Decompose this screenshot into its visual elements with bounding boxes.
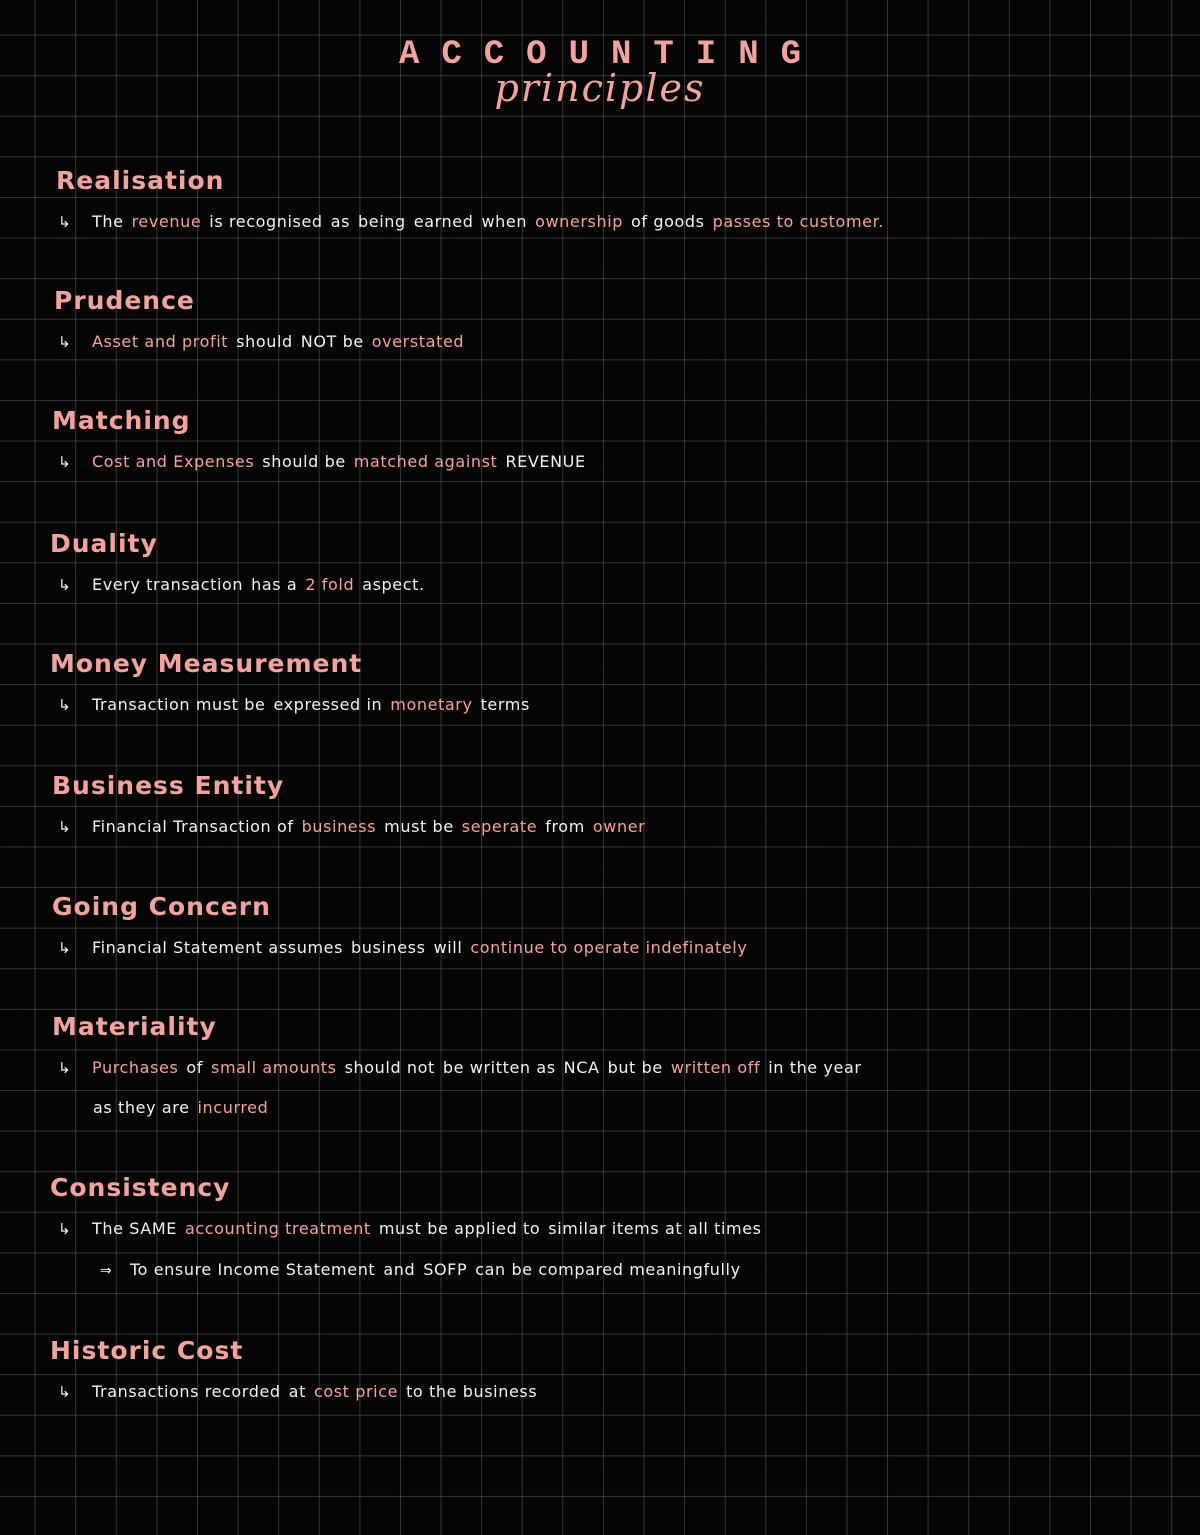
section-line [58, 938, 755, 957]
body-text: Financial Transaction of [92, 817, 294, 836]
section-line [58, 332, 472, 351]
page-subtitle: principles [494, 66, 706, 110]
highlight-text: cost price [313, 1382, 399, 1401]
body-text: must be [384, 817, 454, 836]
highlight-text: 2 fold [305, 575, 355, 594]
highlight-text: matched against [353, 452, 498, 471]
section-line [58, 575, 433, 594]
body-text: has a [251, 575, 298, 594]
highlight-text: monetary [390, 695, 473, 714]
section-heading: Materiality [52, 1012, 217, 1041]
section-line [58, 452, 594, 471]
body-text: should not [344, 1058, 435, 1077]
highlight-text: written off [670, 1058, 761, 1077]
highlight-text: Asset and profit [92, 332, 229, 351]
highlight-text: passes to customer. [712, 212, 884, 231]
body-text: as they are [93, 1098, 190, 1117]
section-heading: Historic Cost [50, 1336, 244, 1365]
return-arrow-icon: ↳ [58, 696, 72, 714]
body-text: will [433, 938, 463, 957]
body-text: The [92, 212, 124, 231]
section-line [58, 1058, 870, 1077]
body-text: should be [262, 452, 346, 471]
body-text: Financial Statement assumes [92, 938, 344, 957]
body-text: Every transaction [92, 575, 244, 594]
section-heading: Consistency [50, 1173, 231, 1202]
body-text: similar items at all times [548, 1219, 762, 1238]
body-text: can be compared meaningfully [475, 1260, 741, 1279]
body-text: of [186, 1058, 204, 1077]
body-text: when [481, 212, 528, 231]
body-text: and [383, 1260, 416, 1279]
section-heading: Duality [50, 529, 158, 558]
body-text: must be applied to [378, 1219, 541, 1238]
body-text: terms [480, 695, 530, 714]
return-arrow-icon: ↳ [58, 1383, 72, 1401]
section-heading: Money Measurement [50, 649, 363, 678]
body-text: of goods [631, 212, 705, 231]
return-arrow-icon: ↳ [58, 213, 72, 231]
section-line [58, 817, 653, 836]
return-arrow-icon: ↳ [58, 1220, 72, 1238]
body-text: be written as [442, 1058, 556, 1077]
body-text: REVENUE [505, 452, 586, 471]
section-line [58, 212, 892, 231]
body-text: is recognised [209, 212, 323, 231]
body-text: business [351, 938, 426, 957]
section-line [93, 1098, 276, 1117]
body-text: aspect. [362, 575, 425, 594]
section-heading: Going Concern [52, 892, 271, 921]
highlight-text: small amounts [211, 1058, 337, 1077]
body-text: should [236, 332, 293, 351]
body-text: but be [607, 1058, 663, 1077]
return-arrow-icon: ↳ [58, 333, 72, 351]
body-text: in the year [768, 1058, 862, 1077]
highlight-text: Purchases [92, 1058, 179, 1077]
body-text: Transaction must be [92, 695, 266, 714]
section-heading: Realisation [56, 166, 225, 195]
return-arrow-icon: ↳ [58, 576, 72, 594]
body-text: to the business [406, 1382, 538, 1401]
title-block [0, 36, 1200, 110]
return-arrow-icon: ↳ [58, 1059, 72, 1077]
section-heading: Business Entity [52, 771, 285, 800]
section-heading: Matching [52, 406, 191, 435]
body-text: SOFP [423, 1260, 468, 1279]
highlight-text: business [301, 817, 377, 836]
highlight-text: overstated [371, 332, 465, 351]
highlight-text: Cost and Expenses [92, 452, 255, 471]
body-text: being [358, 212, 406, 231]
section-heading: Prudence [54, 286, 195, 315]
body-text: The SAME [92, 1219, 177, 1238]
body-text: as [330, 212, 351, 231]
section-line [58, 695, 538, 714]
body-text: earned [413, 212, 474, 231]
body-text: at [288, 1382, 306, 1401]
body-text: from [545, 817, 585, 836]
section-line [58, 1382, 545, 1401]
highlight-text: ownership [535, 212, 624, 231]
highlight-text: accounting treatment [184, 1219, 371, 1238]
body-text: To ensure Income Statement [130, 1260, 376, 1279]
return-arrow-icon: ↳ [58, 939, 72, 957]
body-text: Transactions recorded [92, 1382, 281, 1401]
highlight-text: continue to operate indefinately [470, 938, 748, 957]
highlight-text: owner [592, 817, 646, 836]
section-line [100, 1260, 749, 1279]
body-text: NCA [563, 1058, 600, 1077]
double-arrow-icon: ⇒ [100, 1263, 113, 1279]
body-text: NOT be [300, 332, 364, 351]
return-arrow-icon: ↳ [58, 453, 72, 471]
return-arrow-icon: ↳ [58, 818, 72, 836]
highlight-text: incurred [197, 1098, 269, 1117]
body-text: expressed in [273, 695, 383, 714]
highlight-text: revenue [131, 212, 202, 231]
highlight-text: seperate [461, 817, 538, 836]
section-line [58, 1219, 770, 1238]
page-title: ACCOUNTING [398, 36, 824, 74]
